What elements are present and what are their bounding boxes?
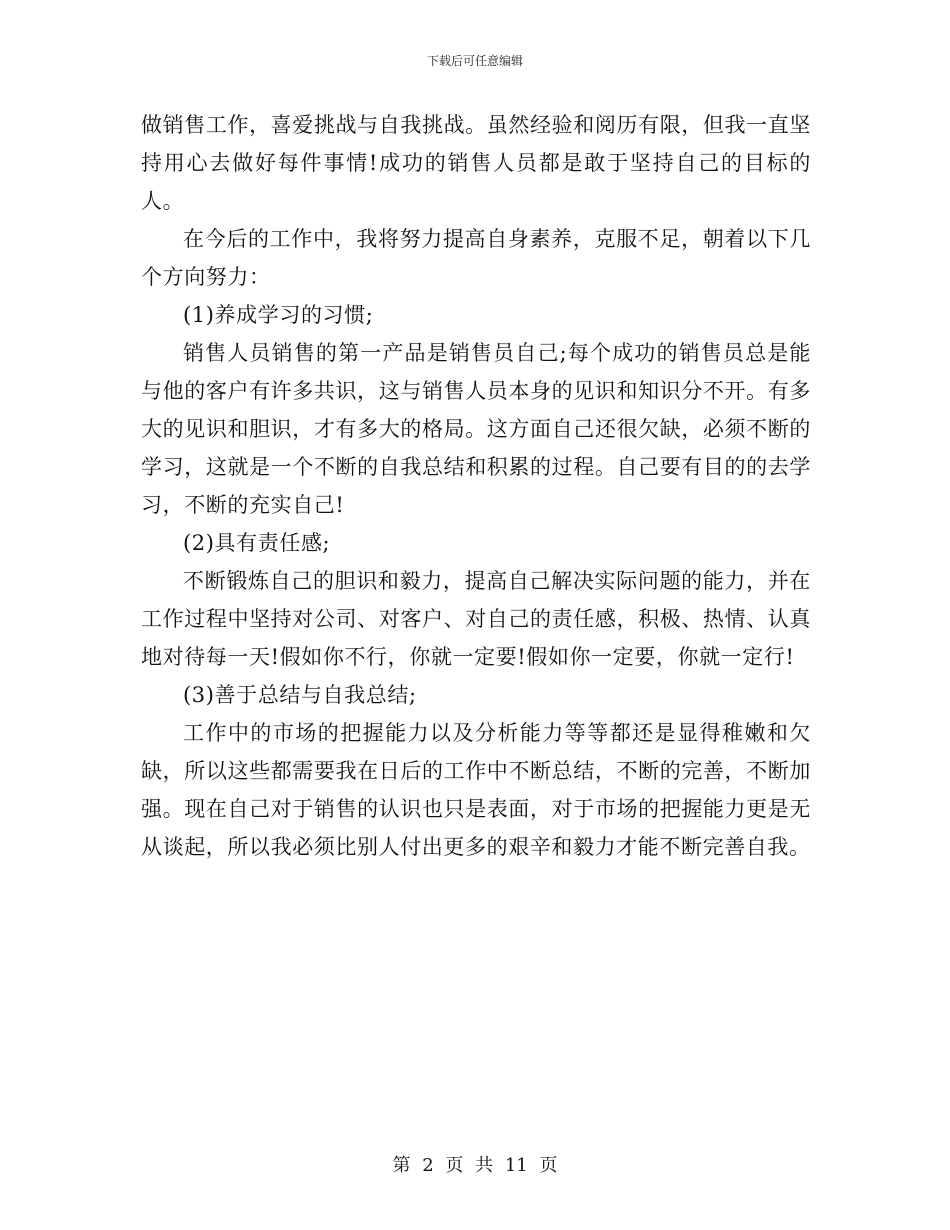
paragraph-6: 不断锻炼自己的胆识和毅力，提高自己解决实际问题的能力，并在工作过程中坚持对公司、对客户、对自己的责任感，积极、热情、认真地对待每一天!假如你不行，你就一定要!假如你一定要，你就一定行! — [141, 569, 811, 669]
paragraph-1: 做销售工作，喜爱挑战与自我挑战。虽然经验和阅历有限，但我一直坚持用心去做好每件事情!成功的销售人员都是敢于坚持自己的目标的人。 — [141, 113, 811, 213]
page-number-footer: 第 2 页 共 11 页 — [392, 1155, 558, 1176]
paragraph-3-heading: (1)养成学习的习惯; — [183, 303, 374, 327]
paragraph-2: 在今后的工作中，我将努力提高自身素养，克服不足，朝着以下几个方向努力： — [141, 227, 811, 289]
paragraph-4: 销售人员销售的第一产品是销售员自己;每个成功的销售员总是能与他的客户有许多共识，这与销售人员本身的见识和知识分不开。有多大的见识和胆识，才有多大的格局。这方面自己还很欠缺，必须不断的学习，这就是一个不断的自我总结和积累的过程。自己要有目的的去学习，不断的充实自己! — [141, 341, 811, 517]
paragraph-8: 工作中的市场的把握能力以及分析能力等等都还是显得稚嫩和欠缺，所以这些都需要我在日后的工作中不断总结，不断的完善，不断加强。现在自己对于销售的认识也只是表面，对于市场的把握能力更是无从谈起，所以我必须比别人付出更多的艰辛和毅力才能不断完善自我。 — [141, 721, 811, 859]
document-body — [141, 106, 811, 866]
header-note: 下载后可任意编辑 — [426, 54, 523, 68]
paragraph-7-heading: (3)善于总结与自我总结; — [183, 683, 417, 707]
paragraph-5-heading: (2)具有责任感; — [183, 531, 331, 555]
